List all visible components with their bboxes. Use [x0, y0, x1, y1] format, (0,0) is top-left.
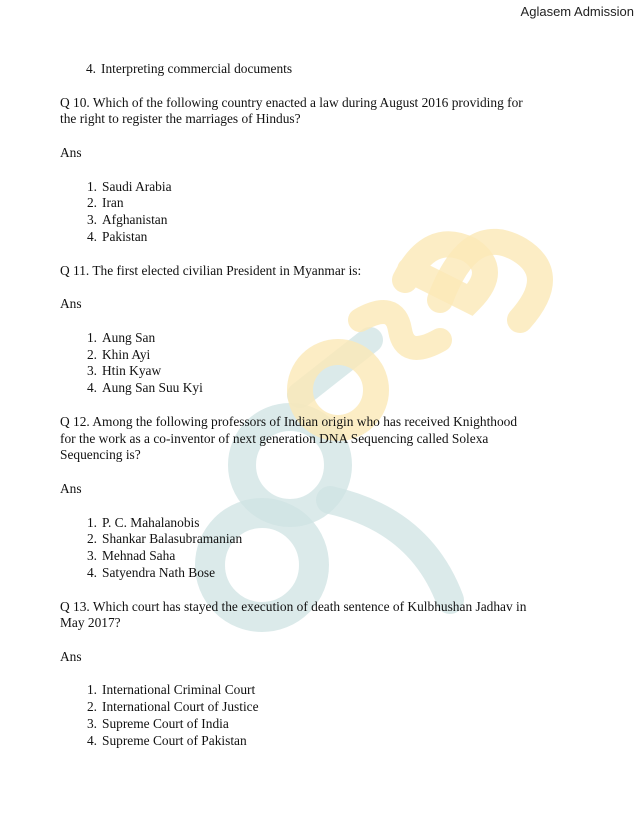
option-number: 3.	[86, 548, 97, 564]
option-number: 4.	[86, 228, 97, 244]
option-item	[60, 229, 580, 246]
options-list	[60, 682, 580, 749]
question-block-q10	[60, 95, 580, 246]
option-item	[60, 548, 580, 565]
question-text: the right to register the marriages of Hindus?	[60, 111, 301, 127]
options-list	[60, 515, 580, 582]
option-text: P. C. Mahalanobis	[102, 514, 200, 530]
option-number: 1.	[86, 682, 97, 698]
option-text: Aung San	[102, 329, 156, 345]
option-text: Iran	[102, 195, 124, 211]
option-text: Htin Kyaw	[102, 363, 162, 379]
answer-label: Ans	[60, 296, 82, 312]
question-text: Q 12. Among the following professors of Indian origin who has received Knighthood	[60, 413, 518, 429]
option-text: Saudi Arabia	[102, 178, 172, 194]
option-item	[60, 330, 580, 347]
option-text: Mehnad Saha	[102, 548, 176, 564]
option-item	[60, 699, 580, 716]
option-number: 1.	[86, 514, 97, 530]
options-list	[60, 179, 580, 246]
document-body	[60, 61, 580, 750]
option-text: International Court of Justice	[102, 699, 259, 715]
option-number: 1.	[86, 329, 97, 345]
option-text: Afghanistan	[102, 212, 168, 228]
option-item	[60, 682, 580, 699]
option-number: 3.	[86, 716, 97, 732]
option-number: 2.	[86, 699, 97, 715]
option-item	[60, 212, 580, 229]
options-list	[60, 330, 580, 397]
option-text: Satyendra Nath Bose	[102, 564, 216, 580]
option-number: 4.	[86, 380, 97, 396]
option-number: 2.	[86, 531, 97, 547]
option-number: 2.	[86, 346, 97, 362]
question-text: Q 11. The first elected civilian President in Myanmar is:	[60, 262, 362, 278]
option-text: Supreme Court of India	[102, 716, 229, 732]
list-number: 4.	[85, 61, 96, 76]
question-text: Q 13. Which court has stayed the execution of death sentence of Kulbhushan Jadhav in	[60, 598, 527, 614]
option-item	[60, 195, 580, 212]
option-number: 1.	[86, 178, 97, 194]
option-text: Aung San Suu Kyi	[102, 380, 203, 396]
option-item	[60, 716, 580, 733]
option-number: 2.	[86, 195, 97, 211]
answer-label: Ans	[60, 648, 82, 664]
answer-label: Ans	[60, 480, 82, 496]
option-number: 3.	[86, 212, 97, 228]
question-block-q12	[60, 414, 580, 582]
option-item	[60, 515, 580, 532]
page-header: Aglasem Admission	[520, 4, 634, 19]
list-item	[60, 61, 580, 78]
question-text: Sequencing is?	[60, 447, 141, 463]
question-text: May 2017?	[60, 615, 121, 631]
option-text: Supreme Court of Pakistan	[102, 732, 247, 748]
option-text: International Criminal Court	[102, 682, 256, 698]
question-block-q13	[60, 599, 580, 750]
option-text: Pakistan	[102, 228, 148, 244]
option-item	[60, 531, 580, 548]
option-item	[60, 363, 580, 380]
list-text: Interpreting commercial documents	[101, 61, 293, 76]
question-text: for the work as a co-inventor of next generation DNA Sequencing called Solexa	[60, 430, 489, 446]
option-number: 4.	[86, 732, 97, 748]
question-block-q11	[60, 263, 580, 397]
option-text: Khin Ayi	[102, 346, 151, 362]
option-item	[60, 380, 580, 397]
option-number: 3.	[86, 363, 97, 379]
option-item	[60, 179, 580, 196]
answer-label: Ans	[60, 144, 82, 160]
option-item	[60, 347, 580, 364]
option-number: 4.	[86, 564, 97, 580]
option-text: Shankar Balasubramanian	[102, 531, 243, 547]
option-item	[60, 565, 580, 582]
question-text: Q 10. Which of the following country enacted a law during August 2016 providing for	[60, 94, 523, 110]
option-item	[60, 733, 580, 750]
